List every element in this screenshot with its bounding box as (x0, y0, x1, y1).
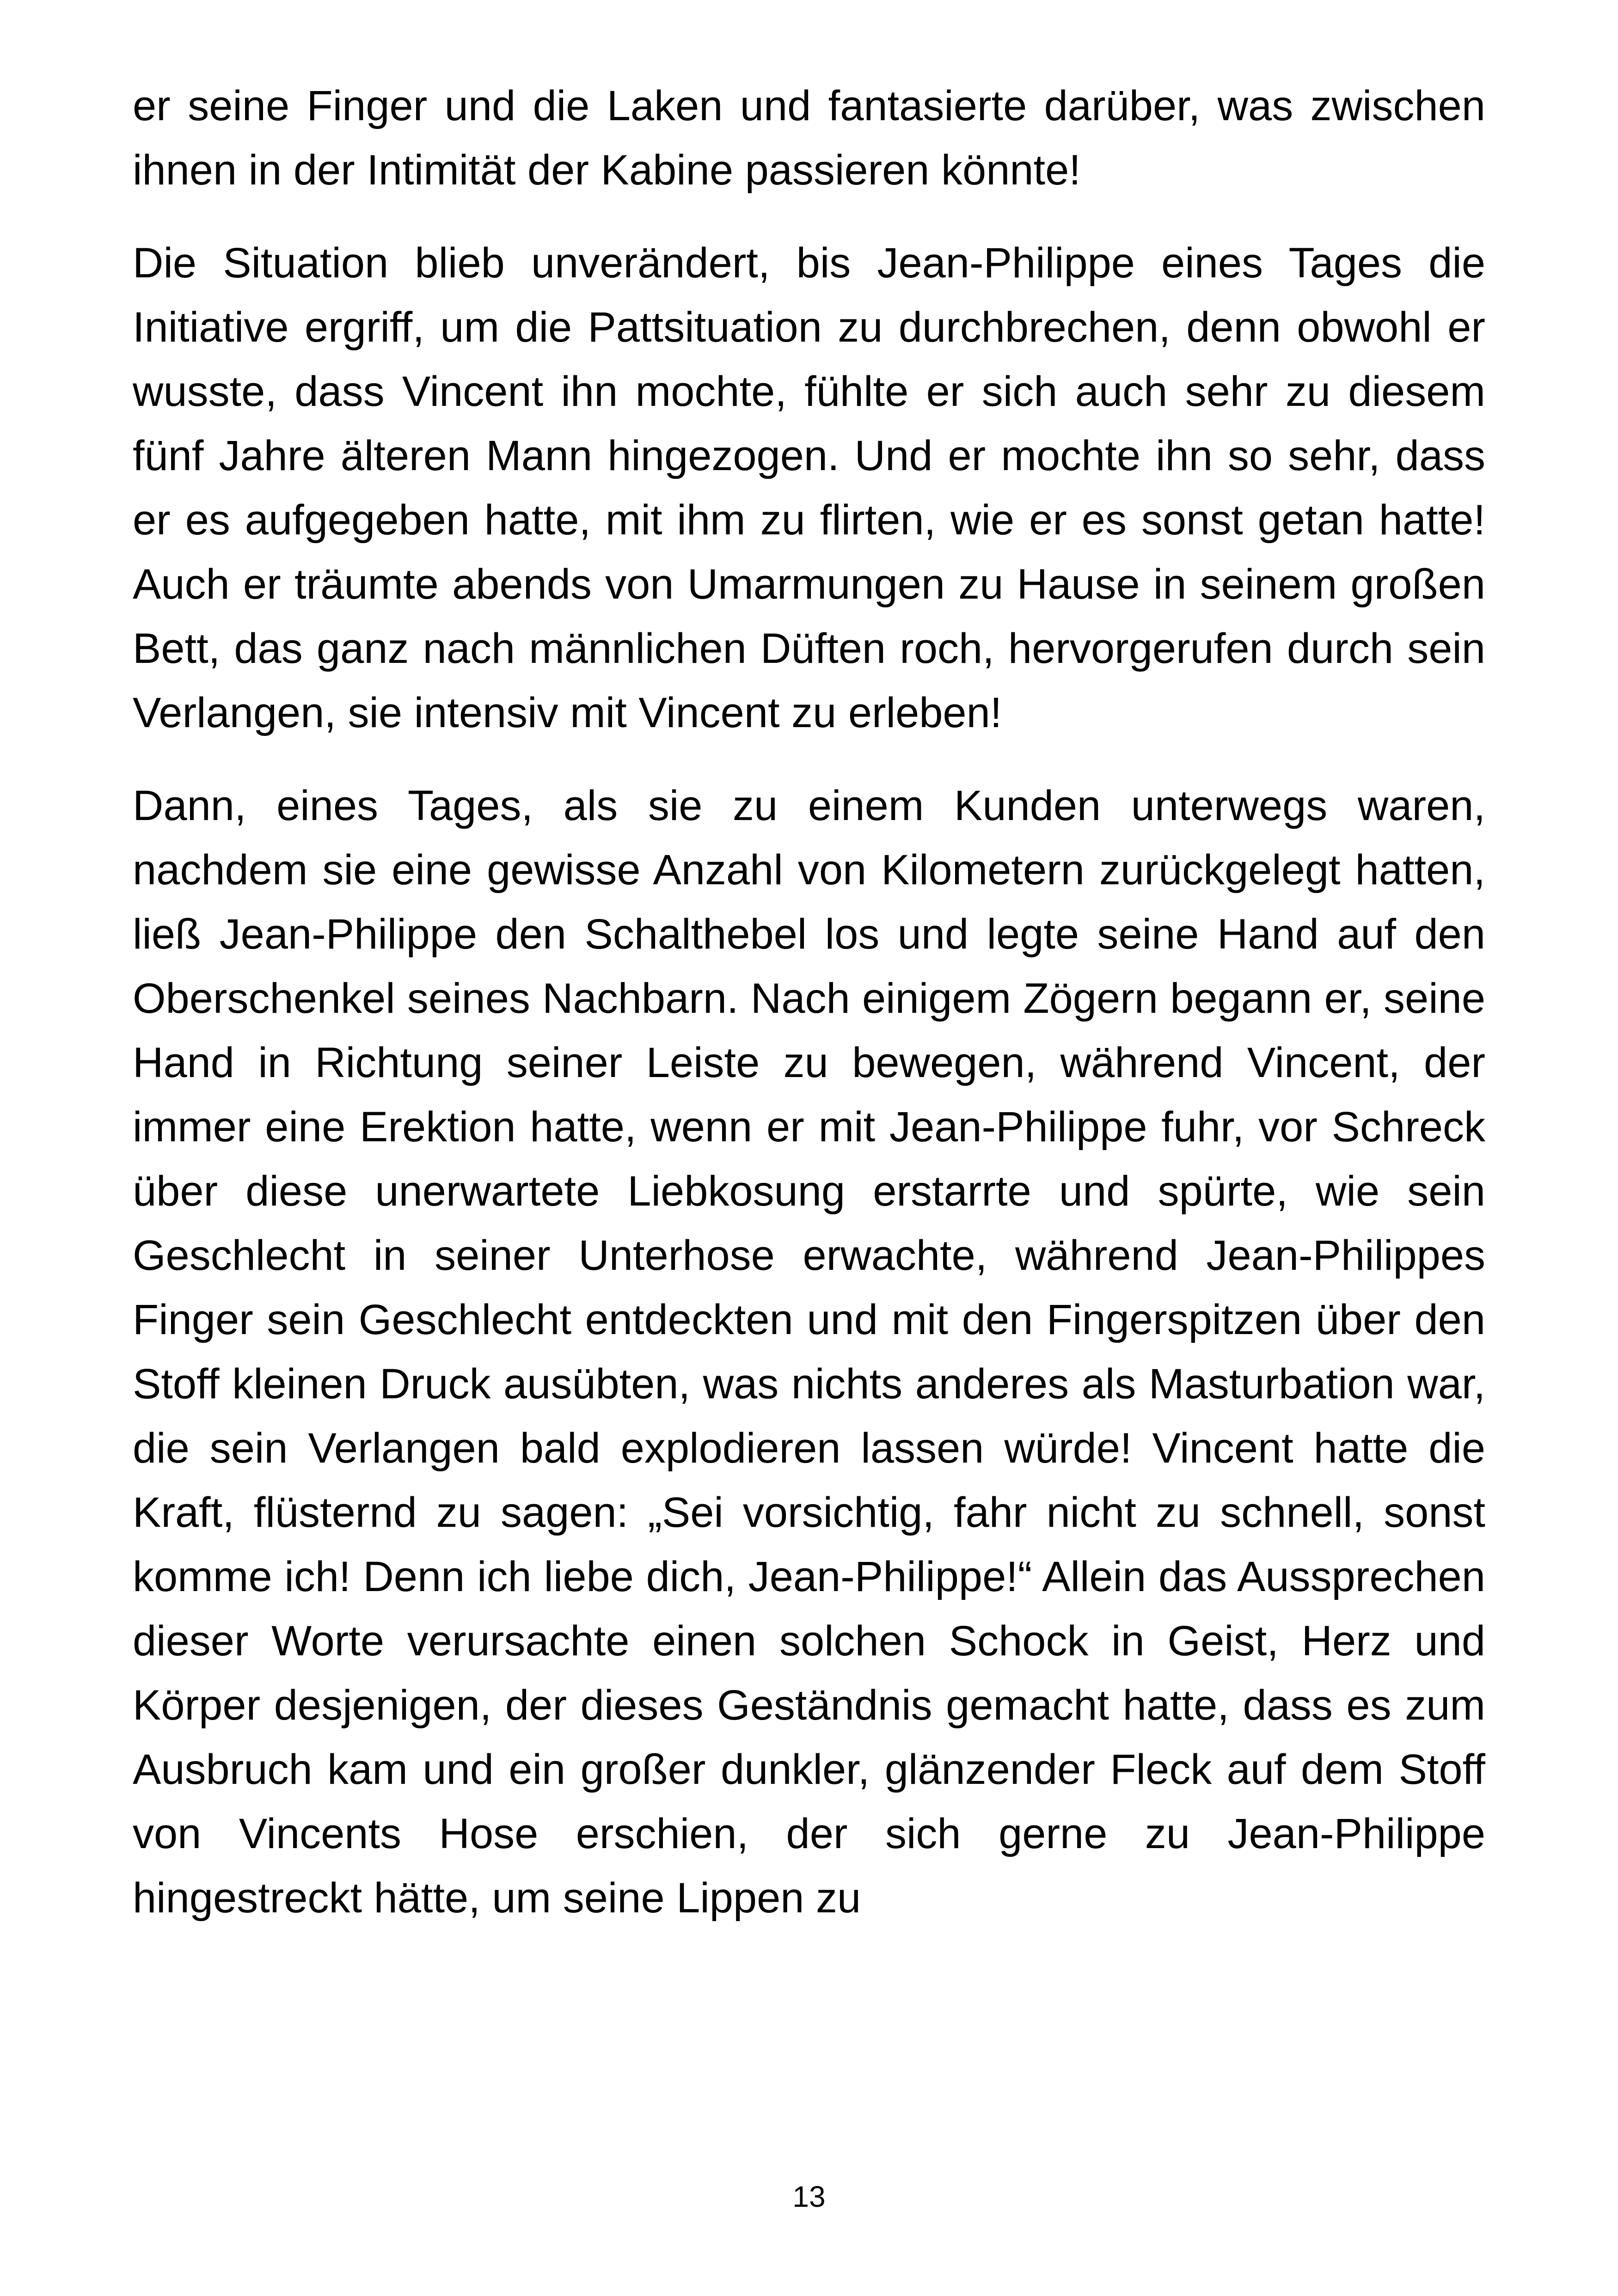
paragraph-2: Die Situation blieb unverändert, bis Jean-Philippe eines Tages die Initiative ergriff, um die Pattsituation zu durchbrechen, denn obwohl er wusste, dass Vincent ihn mochte, fühlte er sich auch sehr zu diesem fünf Jahre älteren Mann hingezogen. Und er mochte ihn so sehr, dass er es aufgegeben hatte, mit ihm zu flirten, wie er es sonst getan hatte! Auch er träumte abends von Umarmungen zu Hause in seinem großen Bett, das ganz nach männlichen Düften roch, hervorgerufen durch sein Verlangen, sie intensiv mit Vincent zu erleben! (133, 239, 1485, 736)
paragraph-3: Dann, eines Tages, als sie zu einem Kunden unterwegs waren, nachdem sie eine gewisse Anzahl von Kilometern zurückgelegt hatten, ließ Jean-Philippe den Schalthebel los und legte seine Hand auf den Oberschenkel seines Nachbarn. Nach einigem Zögern begann er, seine Hand in Richtung seiner Leiste zu bewegen, während Vincent, der immer eine Erektion hatte, wenn er mit Jean-Philippe fuhr, vor Schreck über diese unerwartete Liebkosung erstarrte und spürte, wie sein Geschlecht in seiner Unterhose erwachte, während Jean-Philippes Finger sein Geschlecht entdeckten und mit den Fingerspitzen über den Stoff kleinen Druck ausübten, was nichts anderes als Masturbation war, die sein Verlangen bald explodieren lassen würde! Vincent hatte die Kraft, flüsternd zu sagen: „Sei vorsichtig, fahr nicht zu schnell, sonst komme ich! Denn ich liebe dich, Jean-Philippe!“ Allein das Aussprechen dieser Worte verursachte einen solchen Schock in Geist, Herz und Körper desjenigen, der dieses Geständnis gemacht hatte, dass es zum Ausbruch kam und ein großer dunkler, glänzender Fleck auf dem Stoff von Vincents Hose erschien, der sich gerne zu Jean-Philippe hingestreckt hätte, um seine Lippen zu (133, 782, 1485, 1922)
paragraph-1: er seine Finger und die Laken und fantasierte darüber, was zwischen ihnen in der Intimität der Kabine passieren könnte! (133, 82, 1485, 194)
page-number: 13 (792, 2180, 826, 2213)
body-text (133, 74, 1485, 1930)
